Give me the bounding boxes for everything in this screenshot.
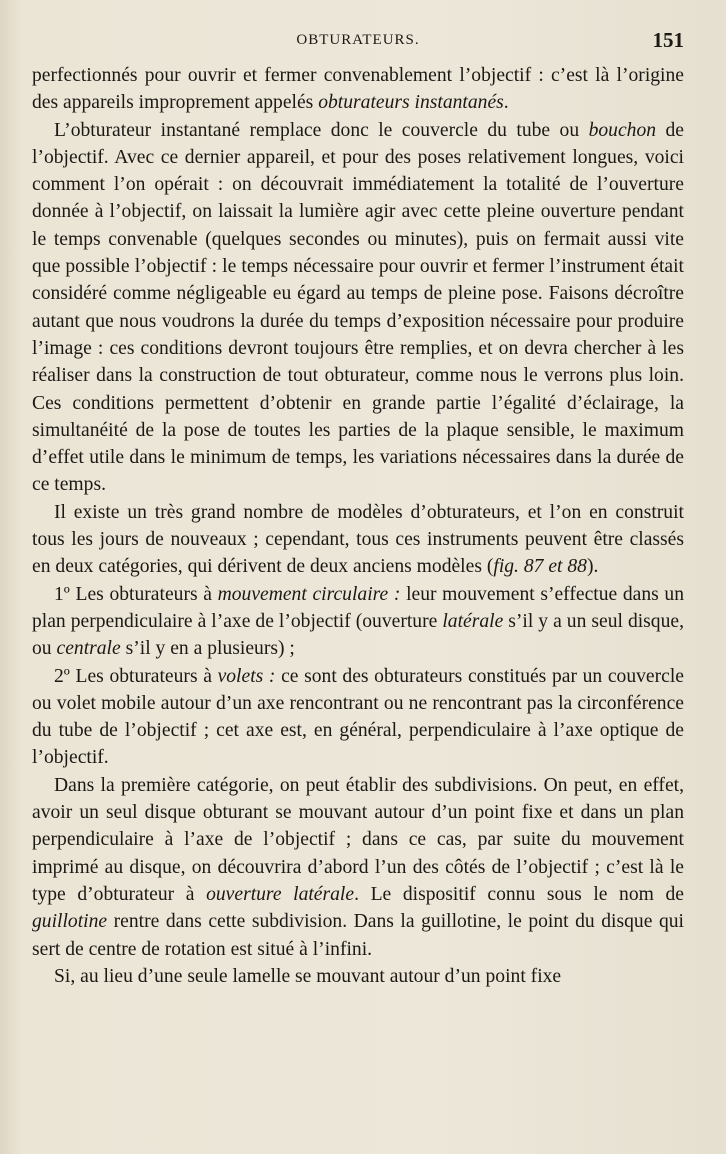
text-run: leur mouvement s’effectue dans un plan perpendiculaire à l’axe de l’objectif (ouverture — [32, 583, 685, 632]
paragraph — [32, 663, 684, 772]
paragraph — [32, 499, 684, 581]
italic-text-run: centrale — [56, 638, 121, 660]
text-run: ). — [586, 556, 599, 578]
italic-text-run: fig. 87 et 88 — [493, 556, 587, 578]
paragraph — [32, 117, 684, 499]
paragraph — [32, 581, 684, 663]
paragraph — [32, 772, 684, 963]
italic-text-run: latérale — [442, 610, 504, 632]
text-run: s’il y en a plusieurs) ; — [120, 638, 295, 660]
text-run: L’obturateur instantané remplace donc le couvercle du tube ou — [54, 119, 589, 141]
text-run: . — [503, 92, 509, 114]
italic-text-run: volets : — [217, 665, 276, 687]
page-header — [32, 30, 684, 52]
running-title: OBTURATEURS. — [296, 32, 420, 48]
text-run: Si, au lieu d’une seule lamelle se mouvant autour d’un point fixe — [54, 965, 562, 987]
italic-text-run: ouverture latérale — [206, 883, 355, 905]
italic-text-run: mouvement circulaire : — [217, 583, 401, 605]
page-number: 151 — [652, 28, 684, 52]
body-text — [32, 62, 684, 990]
text-run: ce sont des obturateurs constitués par un couvercle ou volet mobile autour d’un axe rencontrant ou ne rencontrant pas la circonférence du tube de l’objectif ; cet axe est, en général, perpendiculaire à l’axe optique de l’objectif. — [32, 665, 684, 769]
text-run: perfectionnés pour ouvrir et fermer convenablement l’objectif : c’est là l’origine des appareils improprement appelés — [32, 65, 684, 114]
paragraph — [32, 62, 684, 117]
italic-text-run: obturateurs instantanés — [318, 92, 504, 114]
text-run: 1º Les obturateurs à — [54, 583, 218, 605]
text-run: rentre dans cette subdivision. Dans la guillotine, le point du disque qui sert de centre de rotation est situé à l’infini. — [32, 911, 684, 960]
text-run: Il existe un très grand nombre de modèles d’obturateurs, et l’on en construit tous les jours de nouveaux ; cependant, tous ces instruments peuvent être classés en deux catégories, qui dérivent de deux anciens modèles ( — [32, 501, 684, 578]
text-run: de l’objectif. Avec ce dernier appareil, et pour des poses relativement longues, voici comment l’on opérait : on découvrait immédiatement la totalité de l’ouverture donnée à l’objectif, on laissait la lumière agir avec cette pleine ouverture pendant le temps convenable (quelques secondes ou minutes), puis on fermait aussi vite que possible l’objectif : le temps nécessaire pour ouvrir et fermer l’instrument était considéré comme négligeable eu égard au temps de pleine pose. Faisons décroître autant que nous voudrons la durée du temps d’exposition nécessaire pour produire l’image : ces conditions devront toujours être remplies, et on devra chercher à les réaliser dans la construction de tout obturateur, comme nous le verrons plus loin. Ces conditions permettent d’obtenir en grande partie l’égalité d’éclairage, la simultanéité de la pose de toutes les parties de la plaque sensible, le maximum d’effet utile dans le minimum de temps, les variations nécessaires dans la durée de ce temps. — [32, 119, 684, 496]
text-run: . Le dispositif connu sous le nom de — [354, 883, 684, 905]
italic-text-run: guillotine — [32, 911, 108, 933]
text-run: 2º Les obturateurs à — [54, 665, 218, 687]
text-run: s’il y a un seul disque, ou — [32, 610, 684, 660]
italic-text-run: bouchon — [588, 119, 657, 141]
paragraph — [32, 963, 684, 990]
text-run: Dans la première catégorie, on peut établir des subdivisions. On peut, en effet, avoir un seul disque obturant se mouvant autour d’un point fixe et dans un plan perpendiculaire à l’axe de l’objectif ; dans ce cas, par suite du mouvement imprimé au disque, on découvrira d’abord l’un des côtés de l’objectif ; c’est là le type d’obturateur à — [32, 774, 684, 905]
